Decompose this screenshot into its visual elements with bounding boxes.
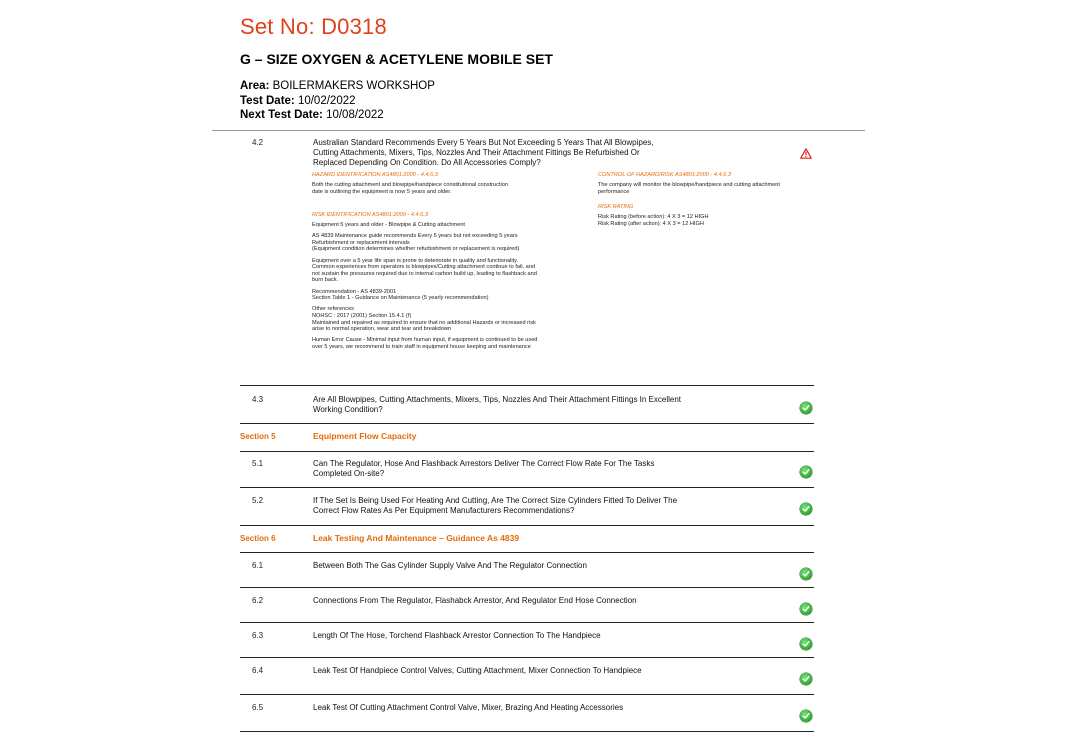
check-circle-icon [800,710,812,722]
check-circle-icon [800,402,812,414]
risk-paragraph: Human Error Cause - Minimal input from human input, if equipment is continued to be used over 5 years, we recommend to train staff in equipment house keeping and maintenance [312,337,538,350]
item-question: Are All Blowpipes, Cutting Attachments, Mixers, Tips, Nozzles And Their Attachment Fittings In Excellent Working Condition? [313,395,682,414]
row-divider [240,731,814,732]
row-divider [240,525,814,526]
control-of-hazard-title: CONTROL OF HAZARD/RISK AS4801:2000 - 4.4.6.3 [598,172,731,178]
item-question: If The Set Is Being Used For Heating And Cutting, Are The Correct Size Cylinders Fitted To Deliver The Correct Flow Rates As Per Equipment Manufacturers Recommendations? [313,496,678,515]
risk-rating-after: Risk Rating (after action): 4 X 3 = 12 HIGH [598,221,704,227]
item-question: Leak Test Of Cutting Attachment Control Valve, Mixer, Brazing And Heating Accessories [313,703,624,712]
risk-paragraph: Equipment 5 years and older - Blowpipe & Cutting attachment [312,222,465,228]
header-divider [212,130,865,131]
risk-identification-text [312,222,540,355]
item-number: 4.2 [252,138,264,147]
item-question: Between Both The Gas Cylinder Supply Valve And The Regulator Connection [313,561,587,570]
set-number: Set No: D0318 [240,14,387,39]
risk-rating-title: RISK RATING [598,204,634,210]
test-date-label: Test Date: [240,95,295,107]
row-divider [240,423,814,424]
item-number: 6.1 [252,561,264,570]
test-date-line [240,95,356,107]
item-number: 4.3 [252,395,264,404]
row-divider [240,552,814,553]
item-question: Australian Standard Recommends Every 5 Years But Not Exceeding 5 Years That All Blowpipes, Cutting Attachments, Mixers, Tips, Nozzles And Their Attachment Fittings Be Refurbished Or Replaced Depending On Condition. Do All Accessories Comply? [313,138,654,167]
check-circle-icon [800,673,812,685]
area-label: Area: [240,80,270,92]
section-label: Section 5 [240,432,276,441]
row-divider [240,587,814,588]
risk-paragraph: Equipment over a 5 year life span is prone to deteriorate in quality and functionality. Common experiences from operators is blowpipes/Cutting attachment continue to fail, and not sustain the pressures required due to internal carbon build up, leading to flashback and burn back. [312,257,537,284]
row-divider [240,451,814,452]
test-date-value: 10/02/2022 [294,95,356,107]
check-circle-icon [800,466,812,478]
next-test-date-value: 10/08/2022 [322,109,384,121]
item-number: 5.1 [252,459,264,468]
item-number: 6.4 [252,666,264,675]
warning-triangle-icon [800,146,812,164]
risk-paragraph: Recommendation - AS 4839-2001 Section Table 1 - Guidance on Maintenance (5 yearly recommendation) [312,288,489,302]
row-divider [240,622,814,623]
risk-paragraph: Other references NOHSC : 2017 (2001) Section 15.4.1 (f) Maintained and repaired as required to ensure that no additional Hazards or increased risk arise to normal operation, wear and tear and breakdown [312,306,536,333]
document-title: G – SIZE OXYGEN & ACETYLENE MOBILE SET [240,51,553,67]
item-question: Can The Regulator, Hose And Flashback Arrestors Deliver The Correct Flow Rate For The Tasks Completed On-site? [313,459,655,478]
item-question: Connections From The Regulator, Flashabck Arrestor, And Regulator End Hose Connection [313,596,637,605]
row-divider [240,694,814,695]
next-test-date-line [240,109,384,121]
item-question: Leak Test Of Handpiece Control Valves, Cutting Attachment, Mixer Connection To Handpiece [313,666,642,675]
check-circle-icon [800,503,812,515]
risk-identification-title: RISK IDENTIFICATION AS4801:2000 - 4.4.6.3 [312,212,428,218]
risk-rating-before: Risk Rating (before action): 4 X 3 = 12 HIGH [598,214,709,220]
row-divider [240,487,814,488]
hazard-identification-title: HAZARD IDENTIFICATION AS4801:2000 - 4.4.6.3 [312,172,438,178]
item-question: Length Of The Hose, Torchend Flashback Arrestor Connection To The Handpiece [313,631,601,640]
row-divider [240,657,814,658]
section-title: Leak Testing And Maintenance – Guidance As 4839 [313,533,520,543]
row-divider [240,385,814,386]
item-number: 6.5 [252,703,264,712]
area-value: BOILERMAKERS WORKSHOP [269,80,435,92]
section-title: Equipment Flow Capacity [313,431,417,441]
section-label: Section 6 [240,534,276,543]
risk-paragraph: AS 4839 Maintenance guide recommends Every 5 years but not exceeding 5 years Refurbishment or replacement intervals (Equipment condition determines whether refurbishment or replacement is required) [312,233,520,253]
check-circle-icon [800,638,812,650]
control-of-hazard-text: The company will monitor the blowpipe/handpiece and cutting attachment performance [598,182,780,195]
hazard-identification-text: Both the cutting attachment and blowpipe/handpiece constitutional construction date is outlining the equipment is now 5 years and older. [312,182,508,195]
area-line [240,80,435,92]
check-circle-icon [800,568,812,580]
item-number: 5.2 [252,496,264,505]
item-4-3 [240,395,814,425]
next-test-date-label: Next Test Date: [240,109,323,121]
check-circle-icon [800,603,812,615]
item-number: 6.3 [252,631,264,640]
item-number: 6.2 [252,596,264,605]
